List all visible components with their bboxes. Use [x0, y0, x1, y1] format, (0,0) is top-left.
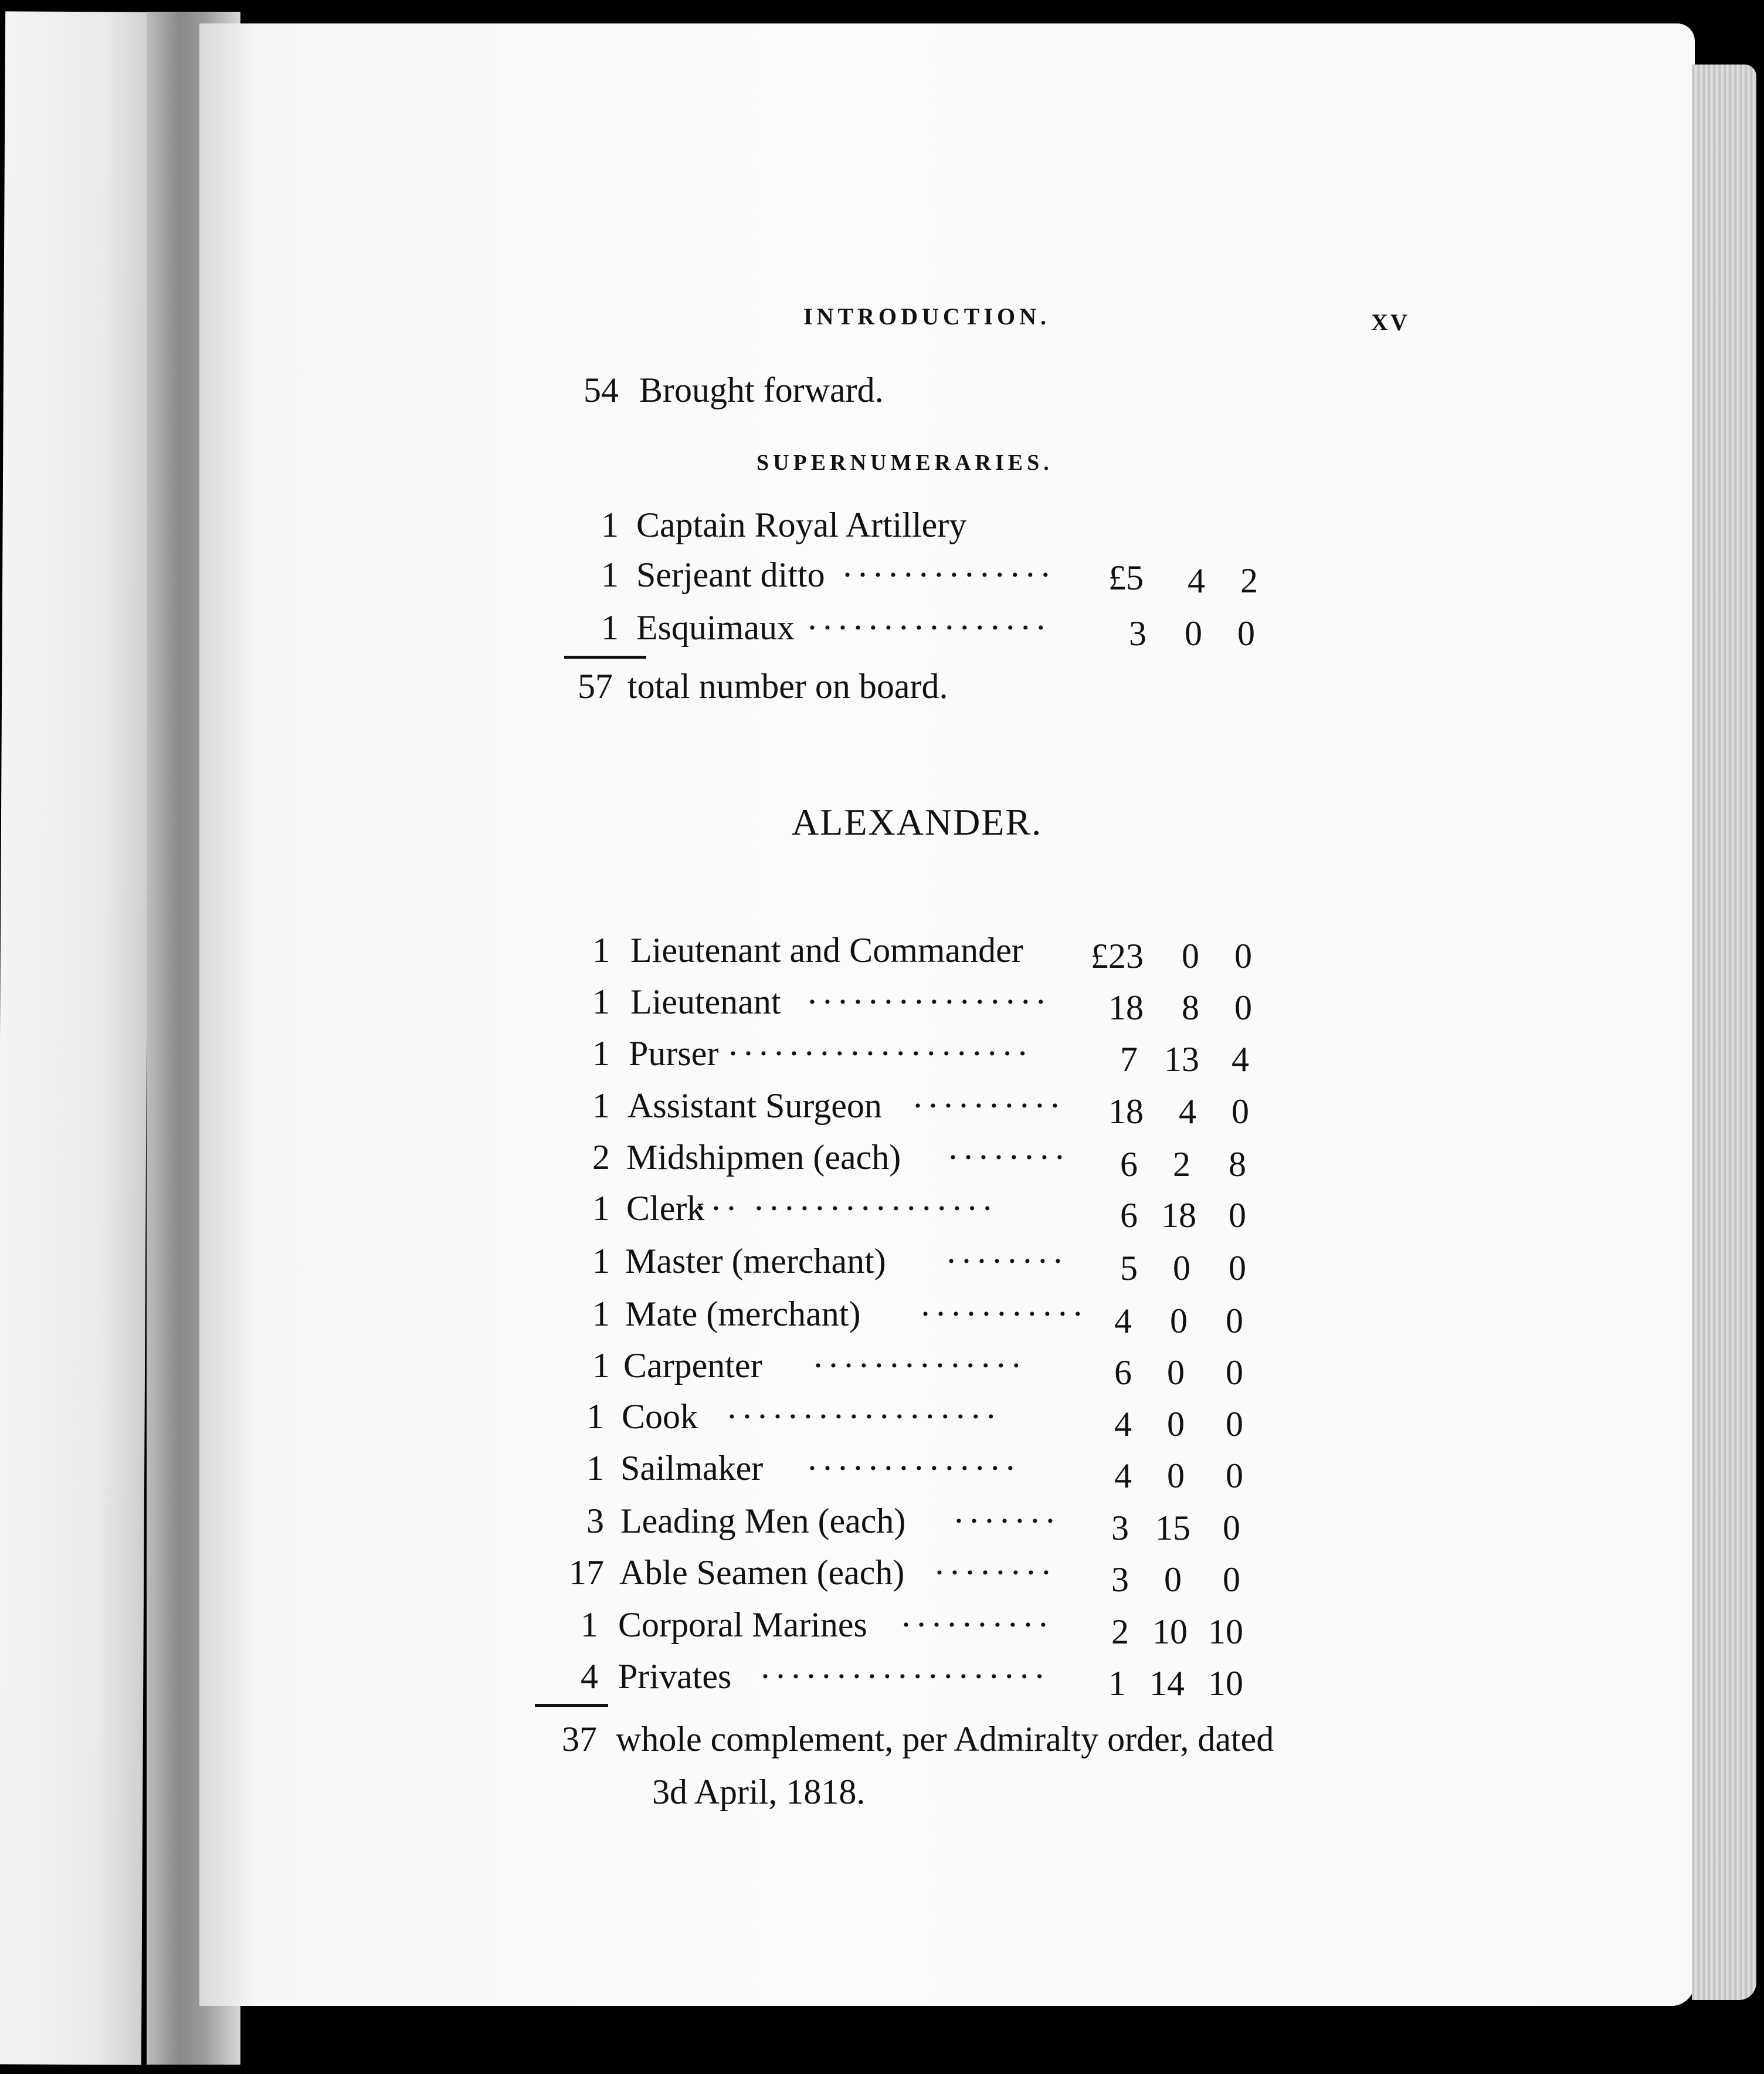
row-shillings: 0: [1182, 937, 1199, 975]
row-pence: 0: [1226, 1405, 1243, 1443]
row-shillings: 13: [1164, 1040, 1199, 1079]
row-pounds: £5: [1108, 558, 1144, 597]
row-pounds: 6: [1120, 1145, 1138, 1184]
row-pounds: 4: [1114, 1456, 1132, 1495]
row-shillings: 10: [1152, 1612, 1188, 1651]
row-rank: Mate (merchant): [625, 1294, 861, 1333]
row-pounds: 4: [1114, 1302, 1132, 1340]
row-leader-dots: ···········: [920, 1294, 1087, 1333]
sum-rule: [535, 1704, 608, 1707]
alexander-order-date: 3d April, 1818.: [652, 1773, 866, 1811]
row-count: 1: [581, 1605, 598, 1644]
row-pence: 8: [1229, 1145, 1246, 1184]
page-number: XV: [1371, 309, 1410, 336]
alexander-total-label: whole complement, per Admiralty order, dated: [616, 1720, 1274, 1758]
row-pence: 0: [1232, 1092, 1249, 1131]
row-pence: 0: [1223, 1509, 1240, 1547]
row-leader-dots: ··············: [842, 555, 1055, 594]
row-rank: Serjeant ditto: [636, 555, 825, 594]
row-pence: 0: [1234, 988, 1252, 1027]
supernumeraries-total-label: total number on board.: [627, 667, 948, 706]
row-leader-dots: ··· ················: [695, 1189, 997, 1228]
row-pounds: 18: [1108, 988, 1144, 1027]
row-count: 1: [592, 1346, 610, 1385]
row-rank: Corporal Marines: [618, 1605, 867, 1644]
row-leader-dots: ··········: [900, 1605, 1053, 1644]
row-pounds: 7: [1120, 1040, 1138, 1079]
row-shillings: 2: [1173, 1145, 1190, 1184]
row-shillings: 8: [1182, 988, 1199, 1027]
supernumeraries-heading: SUPERNUMERARIES.: [757, 450, 1053, 475]
row-shillings: 0: [1185, 614, 1202, 653]
row-leader-dots: ················: [806, 982, 1050, 1021]
row-leader-dots: ··········: [912, 1086, 1064, 1125]
row-pence: 0: [1237, 614, 1255, 653]
row-count: 1: [592, 1294, 610, 1333]
row-rank: Esquimaux: [636, 608, 795, 647]
row-count: 2: [592, 1138, 610, 1177]
row-shillings: 0: [1167, 1405, 1185, 1443]
row-rank: Clerk: [626, 1189, 705, 1228]
row-pounds: £23: [1091, 937, 1144, 975]
row-pence: 0: [1226, 1353, 1243, 1392]
row-rank: Assistant Surgeon: [627, 1086, 882, 1125]
row-leader-dots: ··············: [812, 1346, 1026, 1385]
alexander-total-count: 37: [562, 1720, 597, 1758]
row-count: 3: [586, 1502, 604, 1540]
row-count: 1: [601, 506, 619, 544]
row-leader-dots: ··················: [726, 1397, 1000, 1436]
row-count: 1: [592, 1034, 610, 1073]
row-rank: Lieutenant and Commander: [630, 931, 1023, 970]
row-pence: 0: [1229, 1249, 1246, 1287]
row-pence: 0: [1234, 937, 1252, 975]
row-pounds: 3: [1111, 1509, 1129, 1547]
row-pounds: 5: [1120, 1249, 1138, 1287]
row-pounds: 2: [1111, 1612, 1129, 1651]
running-header: INTRODUCTION.: [803, 303, 1051, 330]
row-pounds: 3: [1129, 614, 1146, 653]
row-shillings: 18: [1161, 1196, 1196, 1235]
brought-forward-count: 54: [584, 371, 619, 409]
row-shillings: 0: [1170, 1302, 1188, 1340]
row-rank: Cook: [622, 1397, 698, 1436]
row-rank: Sailmaker: [620, 1449, 764, 1487]
row-pence: 10: [1208, 1612, 1243, 1651]
row-rank: Captain Royal Artillery: [636, 506, 967, 544]
row-pence: 0: [1226, 1302, 1243, 1340]
row-shillings: 4: [1179, 1092, 1196, 1131]
row-count: 4: [581, 1657, 598, 1696]
row-count: 1: [592, 1189, 610, 1228]
row-leader-dots: ·······: [953, 1502, 1060, 1540]
row-count: 1: [592, 1242, 610, 1280]
row-count: 1: [601, 608, 619, 647]
row-rank: Able Seamen (each): [619, 1553, 905, 1592]
row-pounds: 1: [1108, 1664, 1126, 1703]
row-pounds: 3: [1111, 1560, 1129, 1599]
row-rank: Midshipmen (each): [626, 1138, 901, 1177]
supernumeraries-total-count: 57: [578, 667, 613, 706]
row-shillings: 15: [1155, 1509, 1190, 1547]
sum-rule: [564, 656, 646, 659]
row-leader-dots: ········: [934, 1553, 1056, 1592]
row-leader-dots: ····················: [727, 1034, 1032, 1073]
row-count: 1: [586, 1449, 604, 1487]
row-rank: Leading Men (each): [620, 1502, 906, 1540]
row-leader-dots: ··············: [806, 1449, 1020, 1487]
row-pence: 0: [1223, 1560, 1240, 1599]
row-pence: 4: [1232, 1040, 1249, 1079]
row-pence: 0: [1226, 1456, 1243, 1495]
row-count: 17: [569, 1553, 604, 1592]
row-count: 1: [592, 982, 610, 1021]
row-pence: 10: [1208, 1664, 1243, 1703]
row-pounds: 18: [1108, 1092, 1144, 1131]
row-pence: 0: [1229, 1196, 1246, 1235]
row-pounds: 6: [1114, 1353, 1132, 1392]
row-count: 1: [586, 1397, 604, 1436]
row-shillings: 14: [1149, 1664, 1185, 1703]
brought-forward-label: Brought forward.: [639, 371, 884, 409]
row-leader-dots: ········: [947, 1138, 1069, 1177]
row-leader-dots: ················: [806, 608, 1050, 647]
row-rank: Purser: [629, 1034, 719, 1073]
row-shillings: 0: [1173, 1249, 1190, 1287]
row-count: 1: [601, 555, 619, 594]
row-count: 1: [592, 1086, 610, 1125]
row-rank: Master (merchant): [625, 1242, 886, 1280]
row-leader-dots: ···················: [759, 1657, 1049, 1696]
row-rank: Carpenter: [623, 1346, 762, 1385]
row-leader-dots: ········: [945, 1242, 1067, 1280]
row-shillings: 4: [1188, 561, 1205, 600]
row-count: 1: [592, 931, 610, 970]
row-rank: Privates: [618, 1657, 732, 1696]
row-shillings: 0: [1167, 1353, 1185, 1392]
row-shillings: 0: [1164, 1560, 1182, 1599]
row-pounds: 4: [1114, 1405, 1132, 1443]
row-shillings: 0: [1167, 1456, 1185, 1495]
alexander-heading: ALEXANDER.: [792, 801, 1043, 843]
row-pence: 2: [1240, 561, 1258, 600]
row-rank: Lieutenant: [630, 982, 781, 1021]
row-pounds: 6: [1120, 1196, 1138, 1235]
